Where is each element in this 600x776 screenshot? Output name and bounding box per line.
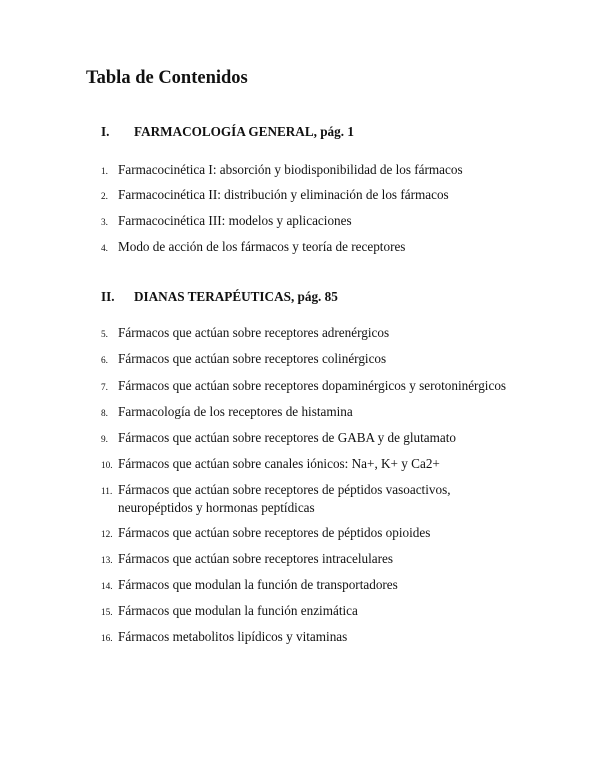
entry-number: 3. <box>101 218 108 228</box>
entry-number: 16. <box>101 634 113 644</box>
entry-number: 9. <box>101 435 108 445</box>
entry-label: Farmacocinética II: distribución y eliminación de los fármacos <box>118 187 449 202</box>
entry-number: 4. <box>101 244 108 254</box>
entry-number: 13. <box>101 556 113 566</box>
entry-label: Fármacos que actúan sobre receptores de péptidos opioides <box>118 525 431 540</box>
entry-label: Farmacología de los receptores de histamina <box>118 404 353 419</box>
section-heading-general <box>101 124 354 140</box>
entry-label: Fármacos que actúan sobre receptores adrenérgicos <box>118 325 390 340</box>
entry-label: Fármacos metabolitos lipídicos y vitaminas <box>118 629 348 644</box>
entry-label: Fármacos que modulan la función enzimática <box>118 603 358 618</box>
entry-number: 2. <box>101 192 108 202</box>
section-title: FARMACOLOGÍA GENERAL, pág. 1 <box>134 124 354 139</box>
entry-label: Farmacocinética III: modelos y aplicaciones <box>118 213 352 228</box>
entry-number: 15. <box>101 608 113 618</box>
entry-label: Farmacocinética I: absorción y biodisponibilidad de los fármacos <box>118 162 463 177</box>
entry-label: Fármacos que actúan sobre receptores colinérgicos <box>118 351 387 366</box>
section-heading-dianas <box>101 289 338 305</box>
entry-number: 12. <box>101 530 113 540</box>
entry-number: 7. <box>101 383 108 393</box>
entry-label: Fármacos que actúan sobre receptores de GABA y de glutamato <box>118 430 456 445</box>
page-title: Tabla de Contenidos <box>86 68 248 88</box>
section-title: DIANAS TERAPÉUTICAS, pág. 85 <box>134 289 338 304</box>
entry-label: Modo de acción de los fármacos y teoría de receptores <box>118 239 406 254</box>
entry-label: Fármacos que actúan sobre receptores intracelulares <box>118 551 393 566</box>
entry-label: Fármacos que actúan sobre canales iónicos: Na+, K+ y Ca2+ <box>118 456 440 471</box>
entry-label: Fármacos que modulan la función de transportadores <box>118 577 398 592</box>
entry-label: Fármacos que actúan sobre receptores dopaminérgicos y serotoninérgicos <box>118 378 507 393</box>
entry-number: 11. <box>101 487 113 497</box>
entry-number: 10. <box>101 461 113 471</box>
entry-number: 8. <box>101 409 108 419</box>
entry-number: 5. <box>101 330 108 340</box>
entry-label: Fármacos que actúan sobre receptores de péptidos vasoactivos, neuropéptidos y hormonas peptídicas <box>118 482 451 515</box>
entry-number: 1. <box>101 167 108 177</box>
section-numeral: II. <box>101 289 115 304</box>
entry-number: 14. <box>101 582 113 592</box>
section-numeral: I. <box>101 124 110 139</box>
entry-number: 6. <box>101 356 108 366</box>
